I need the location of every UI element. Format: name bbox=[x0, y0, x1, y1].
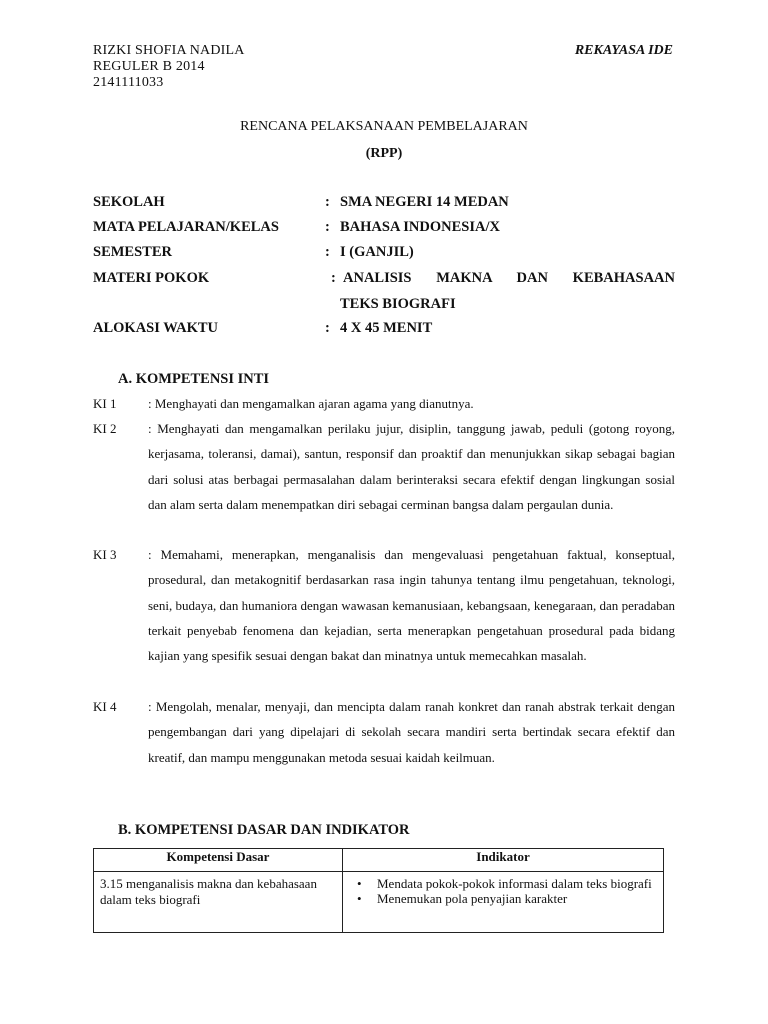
info-value: 4 X 45 MENIT bbox=[340, 320, 433, 336]
section-a-heading: A. KOMPETENSI INTI bbox=[118, 371, 270, 387]
ki-text: : Mengolah, menalar, menyaji, dan mencipta dalam ranah konkret dan ranah abstrak terkait dengan pengembangan dari yang dipelajari di sekolah secara mandiri serta bertindak secara efektif dan kreatif, dan mampu menggunakan metoda sesuai kaidah keilmuan. bbox=[148, 699, 675, 765]
ki-label: KI 3 bbox=[93, 547, 117, 562]
indikator-text: Menemukan pola penyajian karakter bbox=[377, 891, 568, 906]
info-label: ALOKASI WAKTU bbox=[93, 320, 219, 336]
info-value-line1: ANALISIS MAKNA DAN KEBAHASAAN bbox=[343, 270, 675, 286]
kd-indikator-table bbox=[93, 848, 664, 933]
kd-text: 3.15 menganalisis makna dan kebahasaan dalam teks biografi bbox=[100, 876, 317, 907]
info-row-sekolah bbox=[93, 194, 675, 214]
author-name: RIZKI SHOFIA NADILA bbox=[93, 43, 245, 58]
info-value: I (GANJIL) bbox=[340, 244, 414, 260]
kd-cell bbox=[94, 872, 343, 933]
indikator-text: Mendata pokok-pokok informasi dalam teks biografi bbox=[377, 876, 652, 891]
ki-label: KI 4 bbox=[93, 699, 117, 714]
list-item bbox=[349, 891, 657, 906]
info-row-alokasi bbox=[93, 320, 675, 340]
table-header-row bbox=[94, 849, 664, 872]
ki-label: KI 1 bbox=[93, 396, 117, 411]
info-colon: : bbox=[325, 194, 330, 210]
table-header-kd: Kompetensi Dasar bbox=[94, 849, 343, 872]
ki-label: KI 2 bbox=[93, 421, 117, 436]
info-label: SEMESTER bbox=[93, 244, 172, 260]
ki-text: : Menghayati dan mengamalkan perilaku jujur, disiplin, tanggung jawab, peduli (gotong royong, kerjasama, toleransi, damai), santun, responsif dan proaktif dan menunjukkan sikap sebagai bagian dari solusi atas berbagai permasalahan dalam berinteraksi secara efektif dengan lingkungan sosial dan alam serta dalam menempatkan diri sebagai cerminan bangsa dalam pergaulan dunia. bbox=[148, 421, 675, 512]
info-label: MATERI POKOK bbox=[93, 270, 210, 286]
bullet-icon: • bbox=[357, 891, 362, 906]
info-colon: : bbox=[331, 270, 336, 286]
section-b-heading: B. KOMPETENSI DASAR DAN INDIKATOR bbox=[118, 822, 410, 838]
info-label: SEKOLAH bbox=[93, 194, 165, 210]
info-row-mapel bbox=[93, 219, 675, 239]
info-label: MATA PELAJARAN/KELAS bbox=[93, 219, 279, 235]
author-block bbox=[93, 43, 245, 91]
info-colon: : bbox=[325, 244, 330, 260]
info-colon: : bbox=[325, 219, 330, 235]
info-value: BAHASA INDONESIA/X bbox=[340, 219, 500, 235]
document-subtitle: (RPP) bbox=[365, 146, 403, 161]
table-row bbox=[94, 872, 664, 933]
list-item bbox=[349, 876, 657, 891]
ki-text: : Memahami, menerapkan, menganalisis dan mengevaluasi pengetahuan faktual, konseptual, prosedural, dan metakognitif berdasarkan rasa ingin tahunya tentang ilmu pengetahuan, teknologi, seni, budaya, dan humaniora dengan wawasan kemanusiaan, kebangsaan, kenegaraan, dan peradaban terkait penyebab fenomena dan kejadian, serta menerapkan pengetahuan prosedural pada bidang kajian yang spesifik sesuai dengan bakat dan minatnya untuk memecahkan masalah. bbox=[148, 547, 675, 664]
author-class: REGULER B 2014 bbox=[93, 59, 205, 74]
info-value: SMA NEGERI 14 MEDAN bbox=[340, 194, 509, 210]
indikator-list bbox=[349, 876, 657, 906]
table-header-indikator: Indikator bbox=[343, 849, 664, 872]
info-row-semester bbox=[93, 244, 675, 264]
document-type-label: REKAYASA IDE bbox=[574, 43, 673, 58]
author-nim: 2141111033 bbox=[93, 75, 164, 90]
indikator-cell bbox=[343, 872, 664, 933]
info-colon: : bbox=[325, 320, 330, 336]
document-title: RENCANA PELAKSANAAN PEMBELAJARAN bbox=[240, 119, 528, 134]
ki-text: : Menghayati dan mengamalkan ajaran agama yang dianutnya. bbox=[148, 396, 474, 411]
bullet-icon: • bbox=[357, 876, 362, 891]
info-value-line2: TEKS BIOGRAFI bbox=[340, 296, 456, 312]
